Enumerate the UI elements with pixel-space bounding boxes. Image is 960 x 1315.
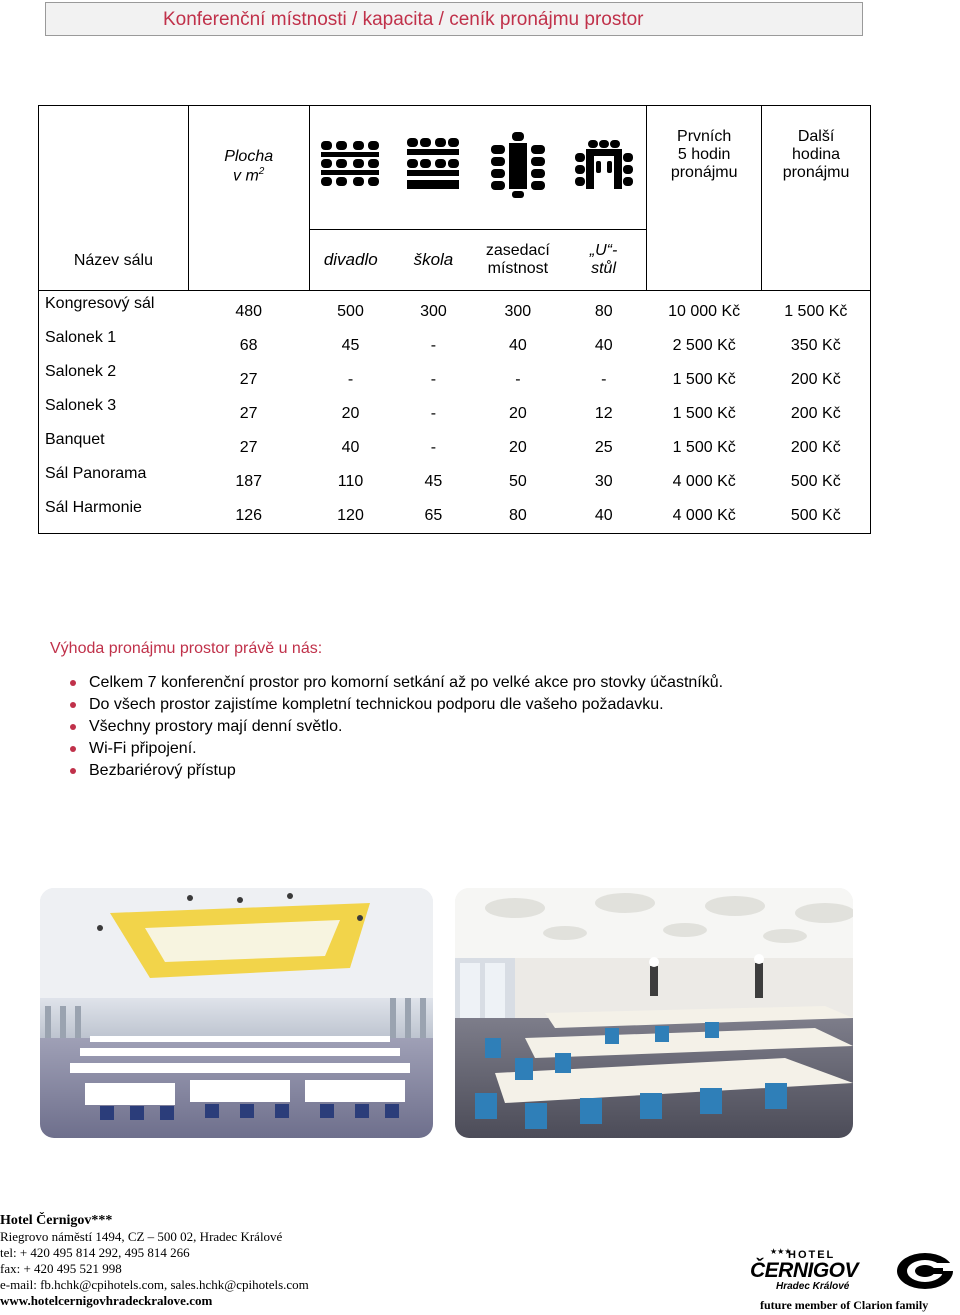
layout-label-boardroom: zasedací místnost <box>475 230 561 291</box>
layout-label-u-table: „U“- stůl <box>561 230 647 291</box>
header-area: Plocha v $m^2$ <box>188 106 309 291</box>
table-cell-name: Kongresový sál <box>45 295 155 312</box>
table-cell-divadlo: - <box>347 371 354 388</box>
logo-hotel-word: HOTEL <box>788 1249 836 1261</box>
table-cell-name: Sál Panorama <box>45 465 147 482</box>
benefit-item: Bezbariérový přístup <box>70 760 723 782</box>
hotel-website-link[interactable]: www.hotelcernigovhradeckralove.com <box>0 1293 213 1308</box>
table-cell-u: 40 <box>594 337 613 354</box>
table-cell-next: 200 Kč <box>790 371 841 388</box>
table-cell-area: 187 <box>235 473 263 490</box>
logo-city: Hradec Králové <box>776 1281 850 1292</box>
table-cell-skola: - <box>430 405 437 422</box>
benefit-item: Všechny prostory mají denní světlo. <box>70 716 723 738</box>
table-row <box>39 363 871 397</box>
hotel-email[interactable]: e-mail: fb.hchk@cpihotels.com, sales.hchk@cpihotels.com <box>0 1277 309 1292</box>
header-room-name: Název sálu <box>39 106 189 291</box>
header-next-hour: Další hodina pronájmu <box>762 106 871 291</box>
table-cell-name: Salonek 1 <box>45 329 117 346</box>
page-title: Konferenční místnosti / kapacita / ceník pronájmu prostor <box>45 2 863 36</box>
table-cell-next: 1 500 Kč <box>784 303 848 320</box>
table-cell-next: 350 Kč <box>790 337 841 354</box>
table-cell-zasedaci: 40 <box>508 337 527 354</box>
hotel-address: Riegrovo náměstí 1494, CZ – 500 02, Hradec Králové <box>0 1229 283 1244</box>
table-cell-area: 27 <box>239 439 258 456</box>
table-cell-divadlo: 110 <box>337 473 364 490</box>
logo-emblem-icon <box>895 1251 955 1291</box>
table-row <box>39 499 871 534</box>
benefit-item: Celkem 7 konferenční prostor pro komorní setkání až po velké akce pro stovky účastníků. <box>70 672 723 694</box>
hotel-tel: tel: + 420 495 814 292, 495 814 266 <box>0 1245 190 1260</box>
benefit-item: Wi-Fi připojení. <box>70 738 723 760</box>
table-cell-skola: - <box>430 371 437 388</box>
boardroom-layout-icon <box>475 106 561 230</box>
table-row <box>39 431 871 465</box>
table-cell-skola: 65 <box>424 507 443 524</box>
table-cell-name: Sál Harmonie <box>45 499 142 516</box>
table-cell-divadlo: 20 <box>341 405 360 422</box>
table-cell-name: Salonek 3 <box>45 397 117 414</box>
table-row <box>39 465 871 499</box>
table-cell-next: 200 Kč <box>790 405 841 422</box>
photo-harmonie-hall <box>455 888 853 1138</box>
table-cell-first5: 1 500 Kč <box>672 439 736 456</box>
table-cell-skola: - <box>430 337 437 354</box>
table-row <box>39 397 871 431</box>
table-cell-zasedaci: 20 <box>508 439 527 456</box>
layout-label-school: škola <box>392 230 475 291</box>
benefits-list <box>70 672 723 782</box>
table-cell-zasedaci: 20 <box>508 405 527 422</box>
table-cell-zasedaci: - <box>515 371 521 388</box>
table-cell-skola: - <box>430 439 437 456</box>
table-cell-area: 126 <box>235 507 263 524</box>
table-cell-first5: 1 500 Kč <box>672 405 736 422</box>
rooms-table <box>38 105 871 534</box>
table-row <box>39 329 871 363</box>
table-cell-first5: 4 000 Kč <box>672 507 736 524</box>
u-table-layout-icon <box>561 106 647 230</box>
logo-tagline: future member of Clarion family <box>760 1298 929 1312</box>
table-cell-area: 27 <box>239 405 258 422</box>
hotel-fax: fax: + 420 495 521 998 <box>0 1261 122 1276</box>
table-cell-next: 200 Kč <box>790 439 841 456</box>
table-cell-first5: 1 500 Kč <box>672 371 736 388</box>
table-cell-skola: 45 <box>424 473 443 490</box>
table-row <box>39 291 871 330</box>
table-cell-u: - <box>601 371 607 388</box>
hotel-contact-block <box>0 1213 309 1309</box>
table-cell-u: 40 <box>594 507 613 524</box>
benefit-item: Do všech prostor zajistíme kompletní technickou podporu dle vašeho požadavku. <box>70 694 723 716</box>
table-cell-u: 80 <box>594 303 613 320</box>
table-cell-area: 480 <box>235 303 263 320</box>
photo-congress-hall <box>40 888 433 1138</box>
table-cell-u: 25 <box>594 439 613 456</box>
table-cell-divadlo: 40 <box>341 439 360 456</box>
table-cell-zasedaci: 50 <box>508 473 527 490</box>
table-cell-u: 30 <box>594 473 613 490</box>
table-cell-zasedaci: 300 <box>504 303 532 320</box>
table-cell-name: Salonek 2 <box>45 363 117 380</box>
layout-label-theater: divadlo <box>309 230 392 291</box>
theater-layout-icon <box>309 106 392 230</box>
header-first-5-hours: Prvních 5 hodin pronájmu <box>647 106 762 291</box>
table-cell-next: 500 Kč <box>790 473 841 490</box>
table-cell-first5: 10 000 Kč <box>668 303 741 320</box>
table-cell-name: Banquet <box>45 431 105 448</box>
table-cell-first5: 4 000 Kč <box>672 473 736 490</box>
logo-stars: ★★★ <box>770 1247 792 1256</box>
school-layout-icon <box>392 106 475 230</box>
table-cell-next: 500 Kč <box>790 507 841 524</box>
table-cell-first5: 2 500 Kč <box>672 337 736 354</box>
benefits-title: Výhoda pronájmu prostor právě u nás: <box>50 640 323 657</box>
table-cell-area: 68 <box>239 337 258 354</box>
logo-name: ČERNIGOV <box>750 1259 859 1282</box>
hotel-name: Hotel Černigov*** <box>0 1213 113 1228</box>
table-cell-u: 12 <box>594 405 613 422</box>
table-cell-zasedaci: 80 <box>508 507 527 524</box>
table-cell-skola: 300 <box>420 303 447 320</box>
table-cell-divadlo: 45 <box>341 337 360 354</box>
table-cell-divadlo: 120 <box>337 507 364 524</box>
table-cell-area: 27 <box>239 371 258 388</box>
table-cell-divadlo: 500 <box>337 303 364 320</box>
